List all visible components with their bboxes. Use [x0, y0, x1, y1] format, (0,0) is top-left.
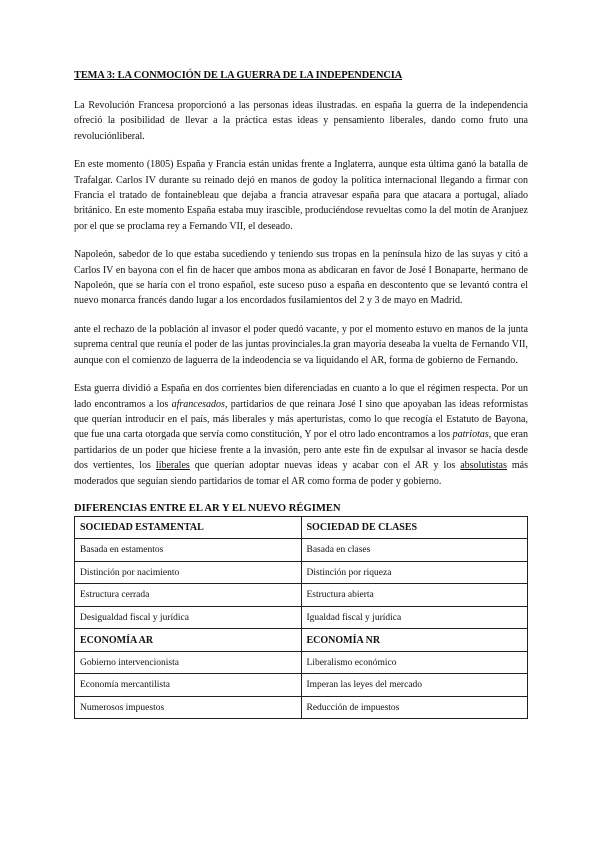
table-cell: Estructura abierta: [301, 584, 528, 607]
table-cell: Gobierno intervencionista: [75, 651, 302, 674]
differences-table: [74, 516, 528, 720]
paragraph-3: Napoleón, sabedor de lo que estaba sucediendo y teniendo sus tropas en la península hizo de las suyas y citó a Carlos IV en bayona con el fin de hacer que ambos mona as abdicaran en favor de José I Bonaparte, hermano de Napoleón, que se haría con el trono español, este suceso puso a españa en descontento que se levantó contra el nuevo monarca francés dando lugar a los encordados fusilamientos del 2 y 3 de mayo en Madrid.: [74, 249, 528, 307]
paragraph-5-part-a: Esta guerra dividió a España en dos corrientes bien diferenciadas en cuanto a lo que el régimen respecta. Por un lado encontramos a los: [74, 383, 528, 410]
table-cell: Reducción de impuestos: [301, 696, 528, 719]
term-afrancesados: afrancesados: [171, 398, 225, 410]
table-cell: Distinción por riqueza: [301, 561, 528, 584]
paragraph-2: En este momento (1805) España y Francia están unidas frente a Inglaterra, aunque esta última ganó la batalla de Trafalgar. Carlos IV durante su reinado dejó en manos de godoy la política internacional llegando a firmar con Francia el tratado de fontainebleau que dejaba a francia atravesar españa para que atacara a portugal, aliado británico. En este momento España estaba muy irascible, produciéndose revueltas como la del motín de Aranjuez por el que se proclama rey a Fernando VII, el deseado.: [74, 159, 528, 232]
table-row: [75, 606, 528, 629]
table-cell: Estructura cerrada: [75, 584, 302, 607]
table-row: [75, 651, 528, 674]
document-title: TEMA 3: LA CONMOCIÓN DE LA GUERRA DE LA INDEPENDENCIA: [74, 70, 403, 81]
table-header-row: [75, 629, 528, 652]
paragraph-1: La Revolución Francesa proporcionó a las personas ideas ilustradas. en españa la guerra de la independencia ofreció la posibilidad de llevar a la práctica estas ideas y pensamiento liberales, dando como fruto una revoluciónliberal.: [74, 100, 528, 142]
table-row: [75, 539, 528, 562]
term-absolutistas: absolutistas: [460, 460, 507, 472]
table-cell: Imperan las leyes del mercado: [301, 674, 528, 697]
table-cell: Igualdad fiscal y jurídica: [301, 606, 528, 629]
table-header-cell: SOCIEDAD DE CLASES: [301, 516, 528, 539]
paragraph-5-part-b: , partidarios de que reinara José I sino que apoyaban las ideas reformistas que querían introducir en el país, más liberales y más aperturistas, como lo que recogía el Estatuto de Bayona, que fue una carta otorgada que servía como constitución, Y por el otro lado encontramos a los: [74, 398, 529, 441]
document-page: [74, 70, 528, 719]
table-row: [75, 674, 528, 697]
table-header-cell: SOCIEDAD ESTAMENTAL: [75, 516, 302, 539]
term-liberales: liberales: [155, 460, 190, 472]
paragraph-4: ante el rechazo de la población al invasor el poder quedó vacante, y por el momento estuvo en manos de la junta suprema central que reunía el poder de las juntas provinciales.la gran mayoría deseaba la vuelta de Fernando VII, aunque con el comienzo de laguerra de la indeodencia se va liquidando el AR, forma de gobierno de Fernando.: [74, 323, 528, 366]
table-cell: Numerosos impuestos: [75, 696, 302, 719]
table-row: [75, 561, 528, 584]
table-row: [75, 696, 528, 719]
table-cell: Liberalismo económico: [301, 651, 528, 674]
paragraph-5: [74, 381, 528, 489]
table-cell: Desigualdad fiscal y jurídica: [75, 606, 302, 629]
paragraph-5-part-d: que querían adoptar nuevas ideas y acabar con el AR y los: [189, 460, 461, 472]
table-row: [75, 584, 528, 607]
term-patriotas: patriotas: [452, 429, 489, 441]
table-header-cell: ECONOMÍA AR: [75, 629, 302, 652]
paragraph-5-part-c: , que eran partidarios de un poder que hiciese frente a la invasión, pero ante este fin de expulsar al invasor se hacía desde dos vertientes, los: [74, 429, 528, 472]
table-header-row: [75, 516, 528, 539]
paragraph-5-part-e: más moderados que seguían siendo partidarios de tomar el AR como forma de poder y gobierno.: [74, 460, 528, 487]
table-cell: Distinción por nacimiento: [75, 561, 302, 584]
table-header-cell: ECONOMÍA NR: [301, 629, 528, 652]
table-cell: Basada en clases: [301, 539, 528, 562]
table-title: DIFERENCIAS ENTRE EL AR Y EL NUEVO RÉGIMEN: [74, 502, 341, 514]
table-cell: Economía mercantilista: [75, 674, 302, 697]
table-cell: Basada en estamentos: [75, 539, 302, 562]
